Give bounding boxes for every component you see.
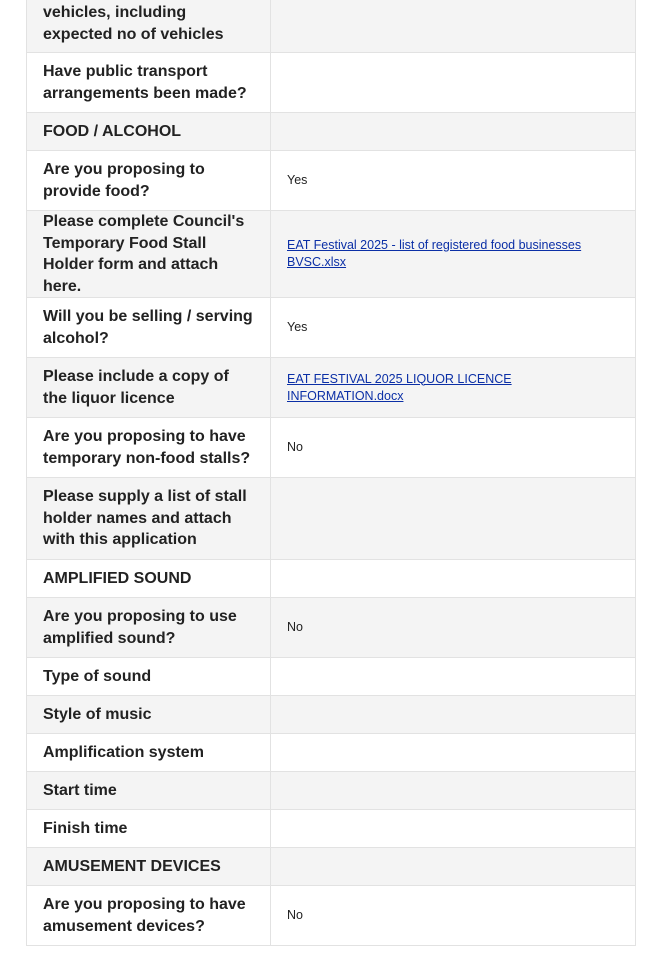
section-heading: AMPLIFIED SOUND [27,560,271,598]
question-cell: Please supply a list of stall holder names and attach with this application [27,478,271,560]
question-cell: Are you proposing to have amusement devices? [27,886,271,946]
answer-cell [271,358,636,418]
answer-cell [271,560,636,598]
question-cell: Style of music [27,696,271,734]
answer-cell [271,0,636,53]
question-cell: Are you proposing to provide food? [27,151,271,211]
answer-cell: No [271,598,636,658]
table-row [27,810,636,848]
section-heading: FOOD / ALCOHOL [27,113,271,151]
table-row [27,772,636,810]
answer-cell [271,848,636,886]
answer-cell [271,211,636,298]
food-businesses-file-link[interactable]: EAT Festival 2025 - list of registered food businesses BVSC.xlsx [287,238,582,269]
section-header-row [27,848,636,886]
question-cell: Finish time [27,810,271,848]
form-table [26,0,636,946]
answer-cell: Yes [271,151,636,211]
answer-cell [271,734,636,772]
answer-cell [271,772,636,810]
section-header-row [27,560,636,598]
table-row [27,0,636,53]
question-cell: Start time [27,772,271,810]
table-row [27,734,636,772]
answer-cell [271,478,636,560]
question-cell: Type of sound [27,658,271,696]
answer-cell: No [271,886,636,946]
table-row [27,53,636,113]
answer-cell: Yes [271,298,636,358]
table-row [27,886,636,946]
liquor-licence-file-link[interactable]: EAT FESTIVAL 2025 LIQUOR LICENCE INFORMATION.docx [287,371,512,403]
table-row [27,658,636,696]
table-row [27,696,636,734]
question-cell: Will you be selling / serving alcohol? [27,298,271,358]
table-row [27,358,636,418]
answer-cell [271,113,636,151]
section-header-row [27,113,636,151]
table-row [27,151,636,211]
answer-cell [271,810,636,848]
application-form [26,0,636,946]
question-cell: Are you proposing to have temporary non-food stalls? [27,418,271,478]
answer-cell: No [271,418,636,478]
table-row [27,478,636,560]
question-cell: Are you proposing to use amplified sound? [27,598,271,658]
question-cell: Please include a copy of the liquor licence [27,358,271,418]
table-row [27,211,636,298]
table-row [27,418,636,478]
table-row [27,598,636,658]
question-cell: Have public transport arrangements been made? [27,53,271,113]
table-row [27,298,636,358]
answer-cell [271,53,636,113]
section-heading: AMUSEMENT DEVICES [27,848,271,886]
question-cell: Please complete Council's Temporary Food Stall Holder form and attach here. [27,211,271,298]
question-cell: Amplification system [27,734,271,772]
question-cell: vehicles, including expected no of vehicles [27,0,271,53]
answer-cell [271,658,636,696]
answer-cell [271,696,636,734]
